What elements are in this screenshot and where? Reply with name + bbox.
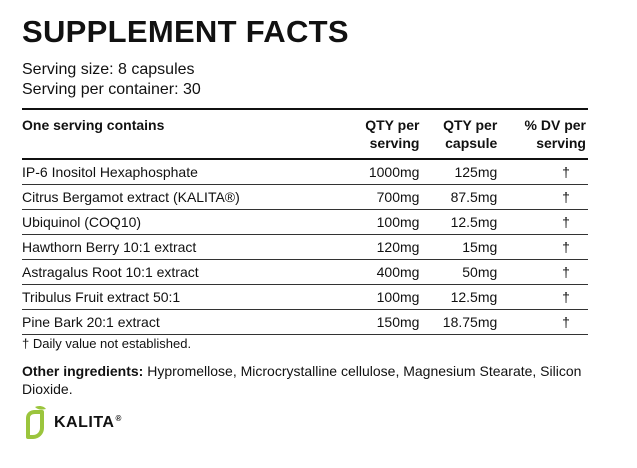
header-dv <box>497 109 588 159</box>
kalita-leaf-icon <box>22 404 48 442</box>
qty-per-capsule: 18.75mg <box>442 314 498 330</box>
ingredient-name: Ubiquinol (COQ10) <box>22 214 142 230</box>
serving-size: Serving size: 8 capsules <box>22 61 195 78</box>
qty-per-capsule: 87.5mg <box>450 189 498 205</box>
dv-cell <box>497 260 588 285</box>
dv-value: † <box>562 189 570 205</box>
table-row <box>22 210 588 235</box>
qty-per-capsule: 50mg <box>462 264 498 280</box>
dv-value: † <box>562 289 570 305</box>
table-row <box>22 310 588 335</box>
dv-value: † <box>562 264 570 280</box>
dv-value: † <box>562 214 570 230</box>
qty-per-serving: 700mg <box>376 189 420 205</box>
ingredient-name: Astragalus Root 10:1 extract <box>22 264 199 280</box>
header-qty-serving-line2: serving <box>369 135 420 151</box>
header-qty-capsule <box>419 109 497 159</box>
qty-per-serving: 100mg <box>376 289 420 305</box>
dv-value: † <box>562 239 570 255</box>
table-header-row <box>22 109 588 159</box>
header-dv-line2: serving <box>536 135 586 151</box>
other-ingredients-label: Other ingredients: <box>22 363 144 379</box>
dv-value: † <box>562 164 570 180</box>
ingredient-name: Hawthorn Berry 10:1 extract <box>22 239 197 255</box>
dv-cell <box>497 285 588 310</box>
header-name: One serving contains <box>22 117 165 133</box>
table-row <box>22 185 588 210</box>
brand-logo <box>22 404 122 442</box>
dv-cell <box>497 310 588 335</box>
qty-per-serving: 100mg <box>376 214 420 230</box>
table-row <box>22 260 588 285</box>
qty-per-serving: 150mg <box>376 314 420 330</box>
servings-per-container: Serving per container: 30 <box>22 81 201 98</box>
header-qty-serving <box>342 109 419 159</box>
header-qty-capsule-line2: capsule <box>445 135 498 151</box>
brand-registered-mark: ® <box>115 414 122 423</box>
qty-per-capsule: 15mg <box>462 239 498 255</box>
ingredient-name: Pine Bark 20:1 extract <box>22 314 160 330</box>
header-qty-capsule-line1: QTY per <box>443 117 498 133</box>
ingredient-name: IP-6 Inositol Hexaphosphate <box>22 164 198 180</box>
qty-per-capsule: 125mg <box>454 164 498 180</box>
supplement-table-container <box>22 108 588 335</box>
dv-cell <box>497 235 588 260</box>
other-ingredients <box>22 362 582 398</box>
table-row <box>22 159 588 185</box>
qty-per-capsule: 12.5mg <box>450 289 498 305</box>
supplement-table <box>22 108 588 335</box>
serving-info <box>22 60 201 100</box>
dv-cell <box>497 210 588 235</box>
qty-per-serving: 1000mg <box>368 164 420 180</box>
qty-per-serving: 400mg <box>376 264 420 280</box>
dv-footnote: † Daily value not established. <box>22 336 192 351</box>
other-ingredients-text: Hypromellose, Microcrystalline cellulose, Magnesium Stearate, Silicon Dioxide. <box>22 363 582 397</box>
table-row <box>22 235 588 260</box>
qty-per-serving: 120mg <box>376 239 420 255</box>
header-qty-serving-line1: QTY per <box>365 117 420 133</box>
table-row <box>22 285 588 310</box>
ingredient-name: Tribulus Fruit extract 50:1 <box>22 289 181 305</box>
dv-cell <box>497 185 588 210</box>
dv-value: † <box>562 314 570 330</box>
page-title: SUPPLEMENT FACTS <box>22 14 349 49</box>
header-dv-line1: % DV per <box>524 117 586 133</box>
brand-name-text: KALITA <box>54 414 115 431</box>
qty-per-capsule: 12.5mg <box>450 214 498 230</box>
ingredient-name: Citrus Bergamot extract (KALITA®) <box>22 189 240 205</box>
dv-cell <box>497 159 588 185</box>
brand-name <box>54 414 122 432</box>
